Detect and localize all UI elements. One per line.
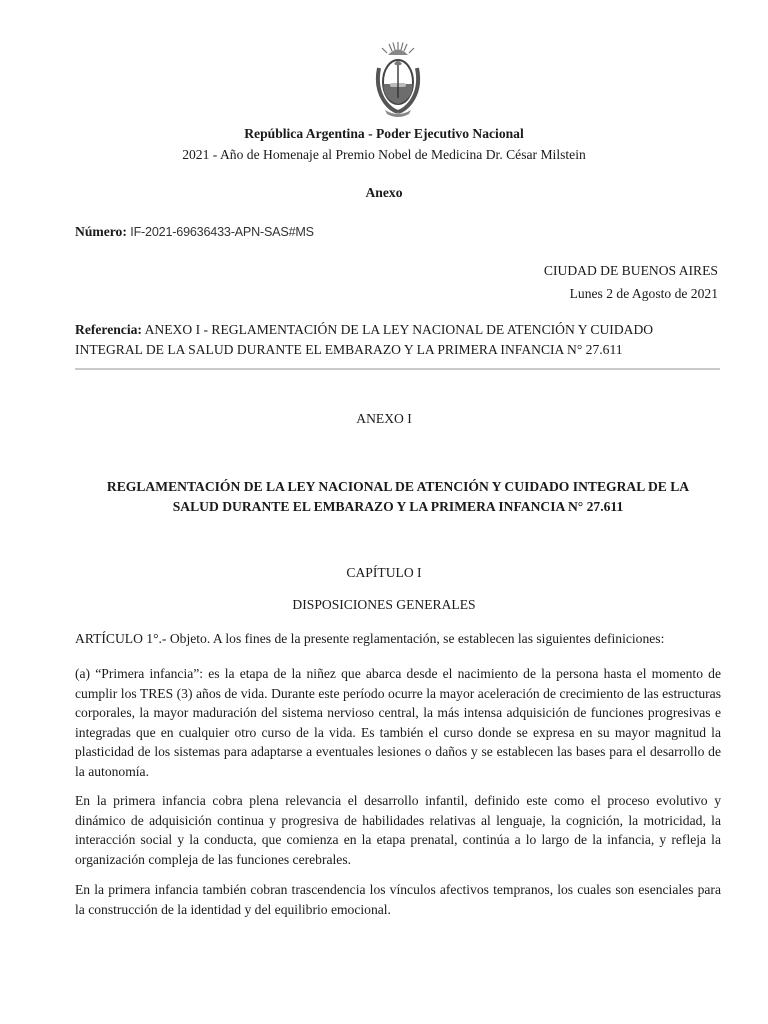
document-type-title: Anexo [365,185,403,200]
article-1-paragraph: ARTÍCULO 1°.- Objeto. A los fines de la presente reglamentación, se establecen las siguientes definiciones: [75,631,665,646]
emotional-bonds-paragraph: En la primera infancia también cobran trascendencia los vínculos afectivos tempranos, los cuales son esenciales para la construcción de la identidad y del equilibrio emocional. [75,882,721,917]
definition-a-paragraph: (a) “Primera infancia”: es la etapa de la niñez que abarca desde el nacimiento de la persona hasta el momento de cumplir los TRES (3) años de vida. Durante este período ocurre la mayor aceleración de crecimiento de las estructuras corporales, la mayor maduración del sistema nervioso central, la más intensa adquisición de funciones progresivas e integradas que en cualquier otro curso de la vida. Es también el curso donde se expresa en su mayor magnitud la plasticidad de los sistemas para adaptarse a eventuales lesiones o daños y se establecen las bases para el desarrollo de la autonomía. [75,666,721,779]
regulation-title [75,477,721,517]
header-divider [75,368,720,370]
reference-line-1 [75,322,653,338]
number-value: IF-2021-69636433-APN-SAS#MS [130,225,314,239]
year-motto: 2021 - Año de Homenaje al Premio Nobel de Medicina Dr. César Milstein [182,147,586,162]
coat-of-arms-seal [371,40,425,118]
document-number-row [75,224,314,240]
annex-title: ANEXO I [356,411,412,426]
child-development-paragraph: En la primera infancia cobra plena relevancia el desarrollo infantil, definido este como el proceso evolutivo y dinámico de adquisición continua y progresiva de habilidades relativas al lenguaje, la cognición, la motricidad, la interacción social y la conducta, que comienza en la etapa prenatal, continúa a lo largo de la infancia, y refleja la organización compleja de las funciones cerebrales. [75,793,721,867]
city-line: CIUDAD DE BUENOS AIRES [543,263,718,278]
reference-label: Referencia: [75,322,142,337]
regulation-title-line-2: SALUD DURANTE EL EMBARAZO Y LA PRIMERA INFANCIA N° 27.611 [172,499,624,514]
number-label: Número: [75,224,127,239]
date-line: Lunes 2 de Agosto de 2021 [569,286,718,301]
reference-text-1: ANEXO I - REGLAMENTACIÓN DE LA LEY NACIONAL DE ATENCIÓN Y CUIDADO [144,322,654,337]
reference-text-2: INTEGRAL DE LA SALUD DURANTE EL EMBARAZO Y LA PRIMERA INFANCIA N° 27.611 [75,342,623,357]
regulation-title-line-1: REGLAMENTACIÓN DE LA LEY NACIONAL DE ATENCIÓN Y CUIDADO INTEGRAL DE LA [106,479,690,494]
chapter-title: DISPOSICIONES GENERALES [292,597,476,612]
institution-heading: República Argentina - Poder Ejecutivo Nacional [244,126,524,141]
chapter-heading: CAPÍTULO I [346,565,422,580]
